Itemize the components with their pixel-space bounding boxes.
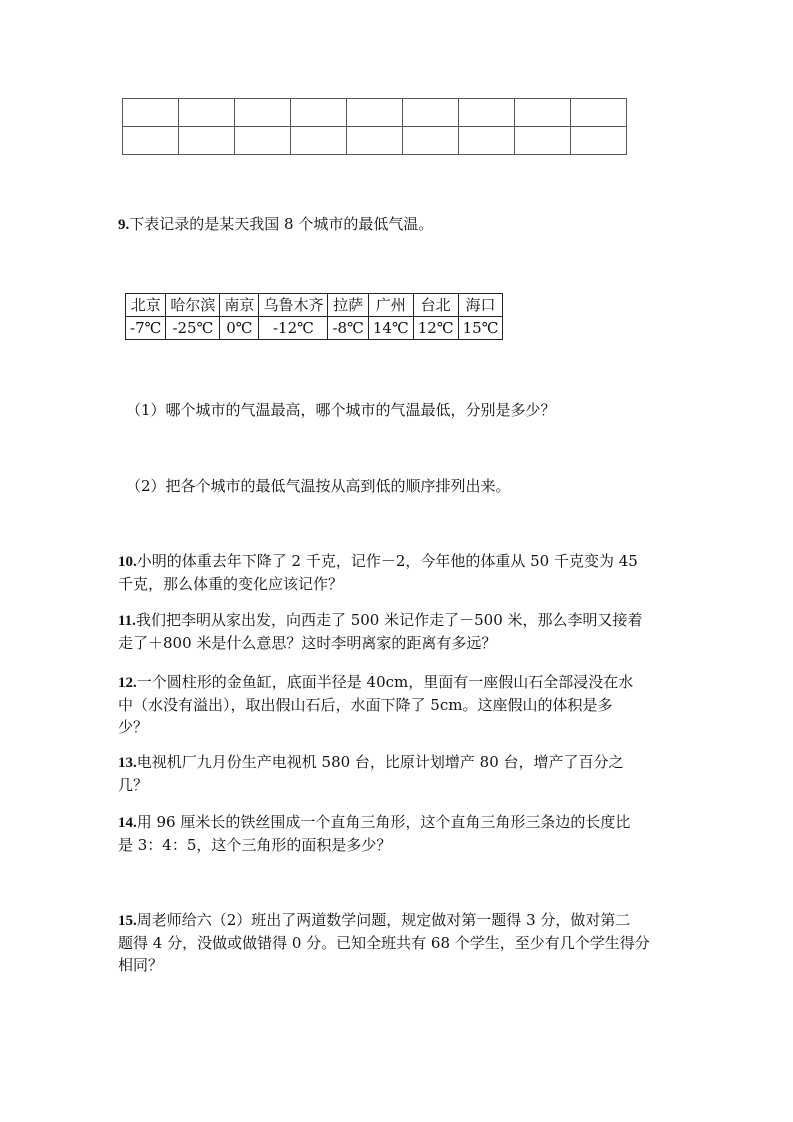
grid-cell xyxy=(459,99,515,127)
temperature-cell: 0℃ xyxy=(220,317,259,340)
grid-row xyxy=(123,127,627,155)
city-cell: 海口 xyxy=(458,294,503,317)
question-11 xyxy=(118,609,643,654)
grid-cell xyxy=(403,99,459,127)
question-text-line: 周老师给六（2）班出了两道数学问题，规定做对第一题得 3 分，做对第二 xyxy=(136,911,631,929)
grid-cell xyxy=(515,99,571,127)
city-cell: 台北 xyxy=(413,294,458,317)
question-text-line: 用 96 厘米长的铁丝围成一个直角三角形，这个直角三角形三条边的长度比 xyxy=(136,813,631,831)
grid-row xyxy=(123,99,627,127)
question-text-line: 相同？ xyxy=(118,956,164,974)
city-cell: 哈尔滨 xyxy=(166,294,220,317)
grid-cell xyxy=(571,127,627,155)
question-text-line: 小明的体重去年下降了 2 千克，记作－2，今年他的体重从 50 千克变为 45 xyxy=(136,552,638,570)
grid-cell xyxy=(235,127,291,155)
grid-cell xyxy=(515,127,571,155)
grid-cell xyxy=(347,99,403,127)
grid-cell xyxy=(123,99,179,127)
question-15 xyxy=(118,909,650,976)
grid-cell xyxy=(291,127,347,155)
question-text-line: 千克，那么体重的变化应该记作？ xyxy=(118,575,344,593)
question-number: 9. xyxy=(118,217,130,233)
temperature-cell: -12℃ xyxy=(259,317,328,340)
question-number: 13. xyxy=(118,755,137,771)
question-text-line: 几？ xyxy=(118,776,149,794)
city-cell: 广州 xyxy=(368,294,413,317)
grid-cell xyxy=(235,99,291,127)
question-text-line: 少？ xyxy=(118,718,149,736)
question-14 xyxy=(118,811,630,856)
question-number: 15. xyxy=(118,913,137,929)
grid-cell xyxy=(347,127,403,155)
city-cell: 北京 xyxy=(126,294,166,317)
question-number: 12. xyxy=(118,675,137,691)
grid-cell xyxy=(179,127,235,155)
question-13 xyxy=(118,751,624,796)
question-text-line: 我们把李明从家出发，向西走了 500 米记作走了－500 米，那么李明又接着 xyxy=(135,611,643,629)
grid-cell xyxy=(403,127,459,155)
temperature-cell: 12℃ xyxy=(413,317,458,340)
question-text-line: 电视机厂九月份生产电视机 580 台，比原计划增产 80 台，增产了百分之 xyxy=(136,753,624,771)
temperature-cell: 15℃ xyxy=(458,317,503,340)
grid-cell xyxy=(123,127,179,155)
temperature-cell: -7℃ xyxy=(126,317,166,340)
city-cell: 乌鲁木齐 xyxy=(259,294,328,317)
temperature-cell: -8℃ xyxy=(328,317,368,340)
city-cell: 拉萨 xyxy=(328,294,368,317)
question-12 xyxy=(118,671,633,738)
grid-cell xyxy=(291,99,347,127)
question-text-line: 是 3：4：5，这个三角形的面积是多少？ xyxy=(118,836,392,854)
question-9 xyxy=(118,213,433,236)
question-9-part-2: （2）把各个城市的最低气温按从高到低的顺序排列出来。 xyxy=(126,477,511,495)
temperature-cell: -25℃ xyxy=(166,317,220,340)
question-number: 11. xyxy=(118,613,136,629)
question-text-line: 中（水没有溢出），取出假山石后，水面下降了 5cm。这座假山的体积是多 xyxy=(118,696,613,714)
question-text-line: 一个圆柱形的金鱼缸，底面半径是 40cm，里面有一座假山石全部浸没在水 xyxy=(136,673,634,691)
question-number: 14. xyxy=(118,815,137,831)
temperature-table xyxy=(125,293,503,340)
grid-cell xyxy=(179,99,235,127)
question-10 xyxy=(118,550,638,595)
question-9-part-1: （1）哪个城市的气温最高，哪个城市的气温最低，分别是多少？ xyxy=(126,401,556,419)
blank-answer-grid xyxy=(122,98,627,155)
temperature-cell: 14℃ xyxy=(368,317,413,340)
question-text-line: 题得 4 分，没做或做错得 0 分。已知全班共有 68 个学生，至少有几个学生得分 xyxy=(118,934,650,952)
city-row xyxy=(126,294,503,317)
temperature-row xyxy=(126,317,503,340)
city-cell: 南京 xyxy=(220,294,259,317)
grid-cell xyxy=(571,99,627,127)
question-number: 10. xyxy=(118,554,137,570)
question-text-line: 走了＋800 米是什么意思？这时李明离家的距离有多远？ xyxy=(118,634,497,652)
question-text: 下表记录的是某天我国 8 个城市的最低气温。 xyxy=(129,215,434,233)
grid-cell xyxy=(459,127,515,155)
